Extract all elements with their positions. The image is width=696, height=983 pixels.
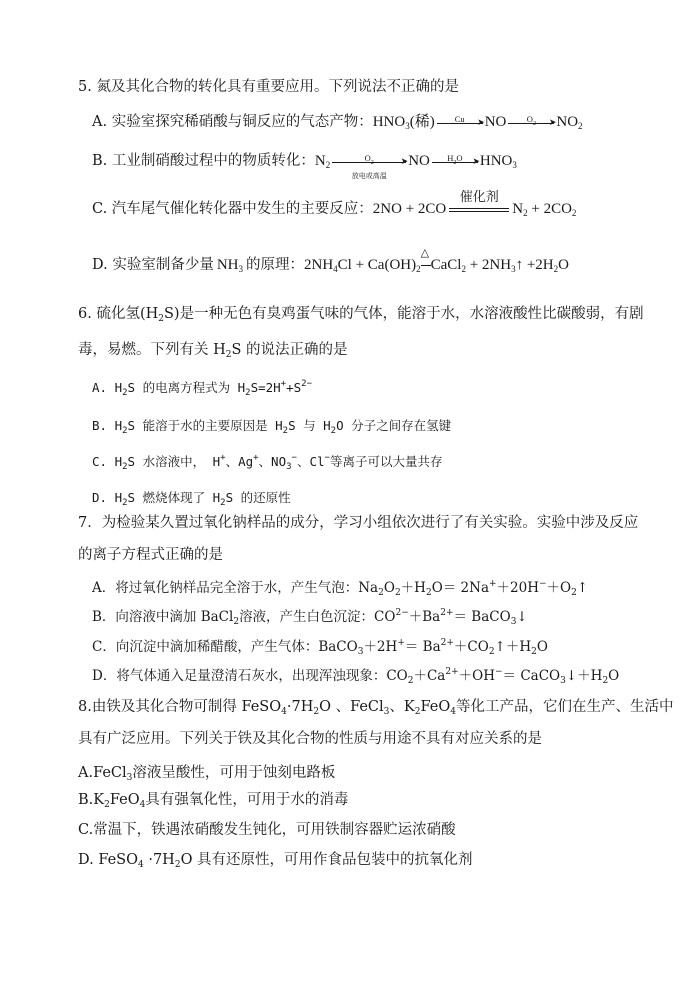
q6-option-c: C. $H_2S$ 水溶液中， H+、Ag+、$NO_3^-$、Cl−等离子可以大量共存 (92, 453, 443, 472)
q8-stem-line2: 具有广泛应用。下列关于铁及其化合物的性质与用途不具有对应关系的是 (78, 731, 542, 747)
q5-c-formula: 2NO + 2CO 催化剂 $N_2 + 2CO_2$ (372, 189, 577, 218)
q8-stem-line1: 8.由铁及其化合物可制得 $FeSO_4\cdot 7H_2O$ 、FeCl$_3$、$K_2FeO_4$等化工产品，它们在生产、生活中 (78, 699, 674, 717)
q5-option-b (92, 151, 517, 180)
q5-a-formula: $HNO_3$(稀) Cu ➤ NO $O_2$ ➤ $NO_2$ (372, 113, 583, 131)
q6-option-d: D. $H_2S$ 燃烧体现了 $H_2S$ 的还原性 (92, 490, 291, 508)
q6-stem-line1: 6. 硫化氢$(H_2S)$是一种无色有臭鸡蛋气味的气体，能溶于水，水溶液酸性比碳酸弱，有剧 (78, 306, 644, 324)
q6-option-b: B. $H_2S$ 能溶于水的主要原因是 $H_2S$ 与 $H_2O$ 分子之间存在氢键 (92, 418, 452, 436)
q7-option-a: A．将过氧化钠样品完全溶于水，产生气泡：$Na_2O_2+H_2O=$ $2Na^++20H^-+O_2↑$ (92, 579, 589, 598)
q7-option-d: D．将气体通入足量澄清石灰水，出现浑浊现象：$CO_2+Ca^{2+}+OH^-=$ $CaCO_3↓+H_2O$ (92, 667, 620, 686)
q5-option-a (92, 112, 583, 132)
q7-option-c: C．向沉淀中滴加稀醋酸，产生气体：BaCO$_3$＋2H+＝ $Ba^{2+}+CO_2↑+H_2O$ (92, 638, 548, 657)
q5-d-label: D. 实验室制备少量 (92, 257, 214, 273)
q8-option-b: $B.K_2FeO_4$具有强氧化性，可用于水的消毒 (78, 792, 349, 810)
q8-option-c: C.常温下，铁遇浓硝酸发生钝化，可用铁制容器贮运浓硝酸 (78, 822, 456, 838)
q5-b-label: B. 工业制硝酸过程中的物质转化： (92, 153, 315, 169)
q5-option-c (92, 189, 577, 219)
q5-d-formula: $2NH_4Cl + Ca(OH)_2$ △ CaCl$_2$ + $2NH_3↑ +2H_2O$ (304, 247, 569, 274)
reaction-arrow-icon: $O_2$ 放电或高温 ➤ (332, 161, 406, 163)
q7-stem-line1: 7．为检验某久置过氧化钠样品的成分，学习小组依次进行了有关实验。实验中涉及反应 (78, 515, 639, 531)
q7-stem-line2: 的离子方程式正确的是 (78, 547, 223, 563)
q7-option-b: B．向溶液中滴加 BaCl$_2$溶液，产生白色沉淀：$CO^{2-}+Ba^{2+}=$ BaCO$_3$↓ (92, 608, 528, 627)
reaction-arrow-icon: $O_2$ ➤ (508, 122, 554, 124)
q5-stem: 5. 氮及其化合物的转化具有重要应用。下列说法不正确的是 (78, 79, 459, 95)
reaction-arrow-icon: Cu ➤ (437, 122, 483, 124)
q5-a-label: A. 实验室探究稀硝酸与铜反应的气态产物： (92, 114, 373, 130)
reaction-arrow-icon: $H_2O$ ➤ (432, 161, 478, 163)
q8-option-d: D. FeSO$_4$ $\cdot 7H_2O$ 具有还原性，可用作食品包装中的抗氧化剂 (78, 852, 473, 870)
q5-b-formula: $N_2$ $O_2$ 放电或高温 ➤ NO $H_2O$ ➤ $HNO_3$ (314, 152, 517, 180)
q8-option-a: A.FeCl$_3$溶液呈酸性，可用于蚀刻电路板 (78, 765, 336, 783)
q5-c-label: C. 汽车尾气催化转化器中发生的主要反应： (92, 201, 373, 217)
q6-stem-line2: 毒，易燃。下列有关 $H_2S$ 的说法正确的是 (78, 342, 348, 360)
q6-option-a: A. $H_2S$ 的电离方程式为 $H_2S=2H^++S^{2-}$ (92, 379, 312, 398)
heat-delta-icon: △ (421, 255, 431, 275)
q5-option-d: D. 实验室制备少量 $NH_3$ 的原理：$2NH_4Cl + Ca(OH)_2$ △ CaCl$_2$ + $2NH_3↑ +2H_2O$ (92, 247, 569, 274)
equilibrium-sign: 催化剂 (449, 208, 509, 212)
